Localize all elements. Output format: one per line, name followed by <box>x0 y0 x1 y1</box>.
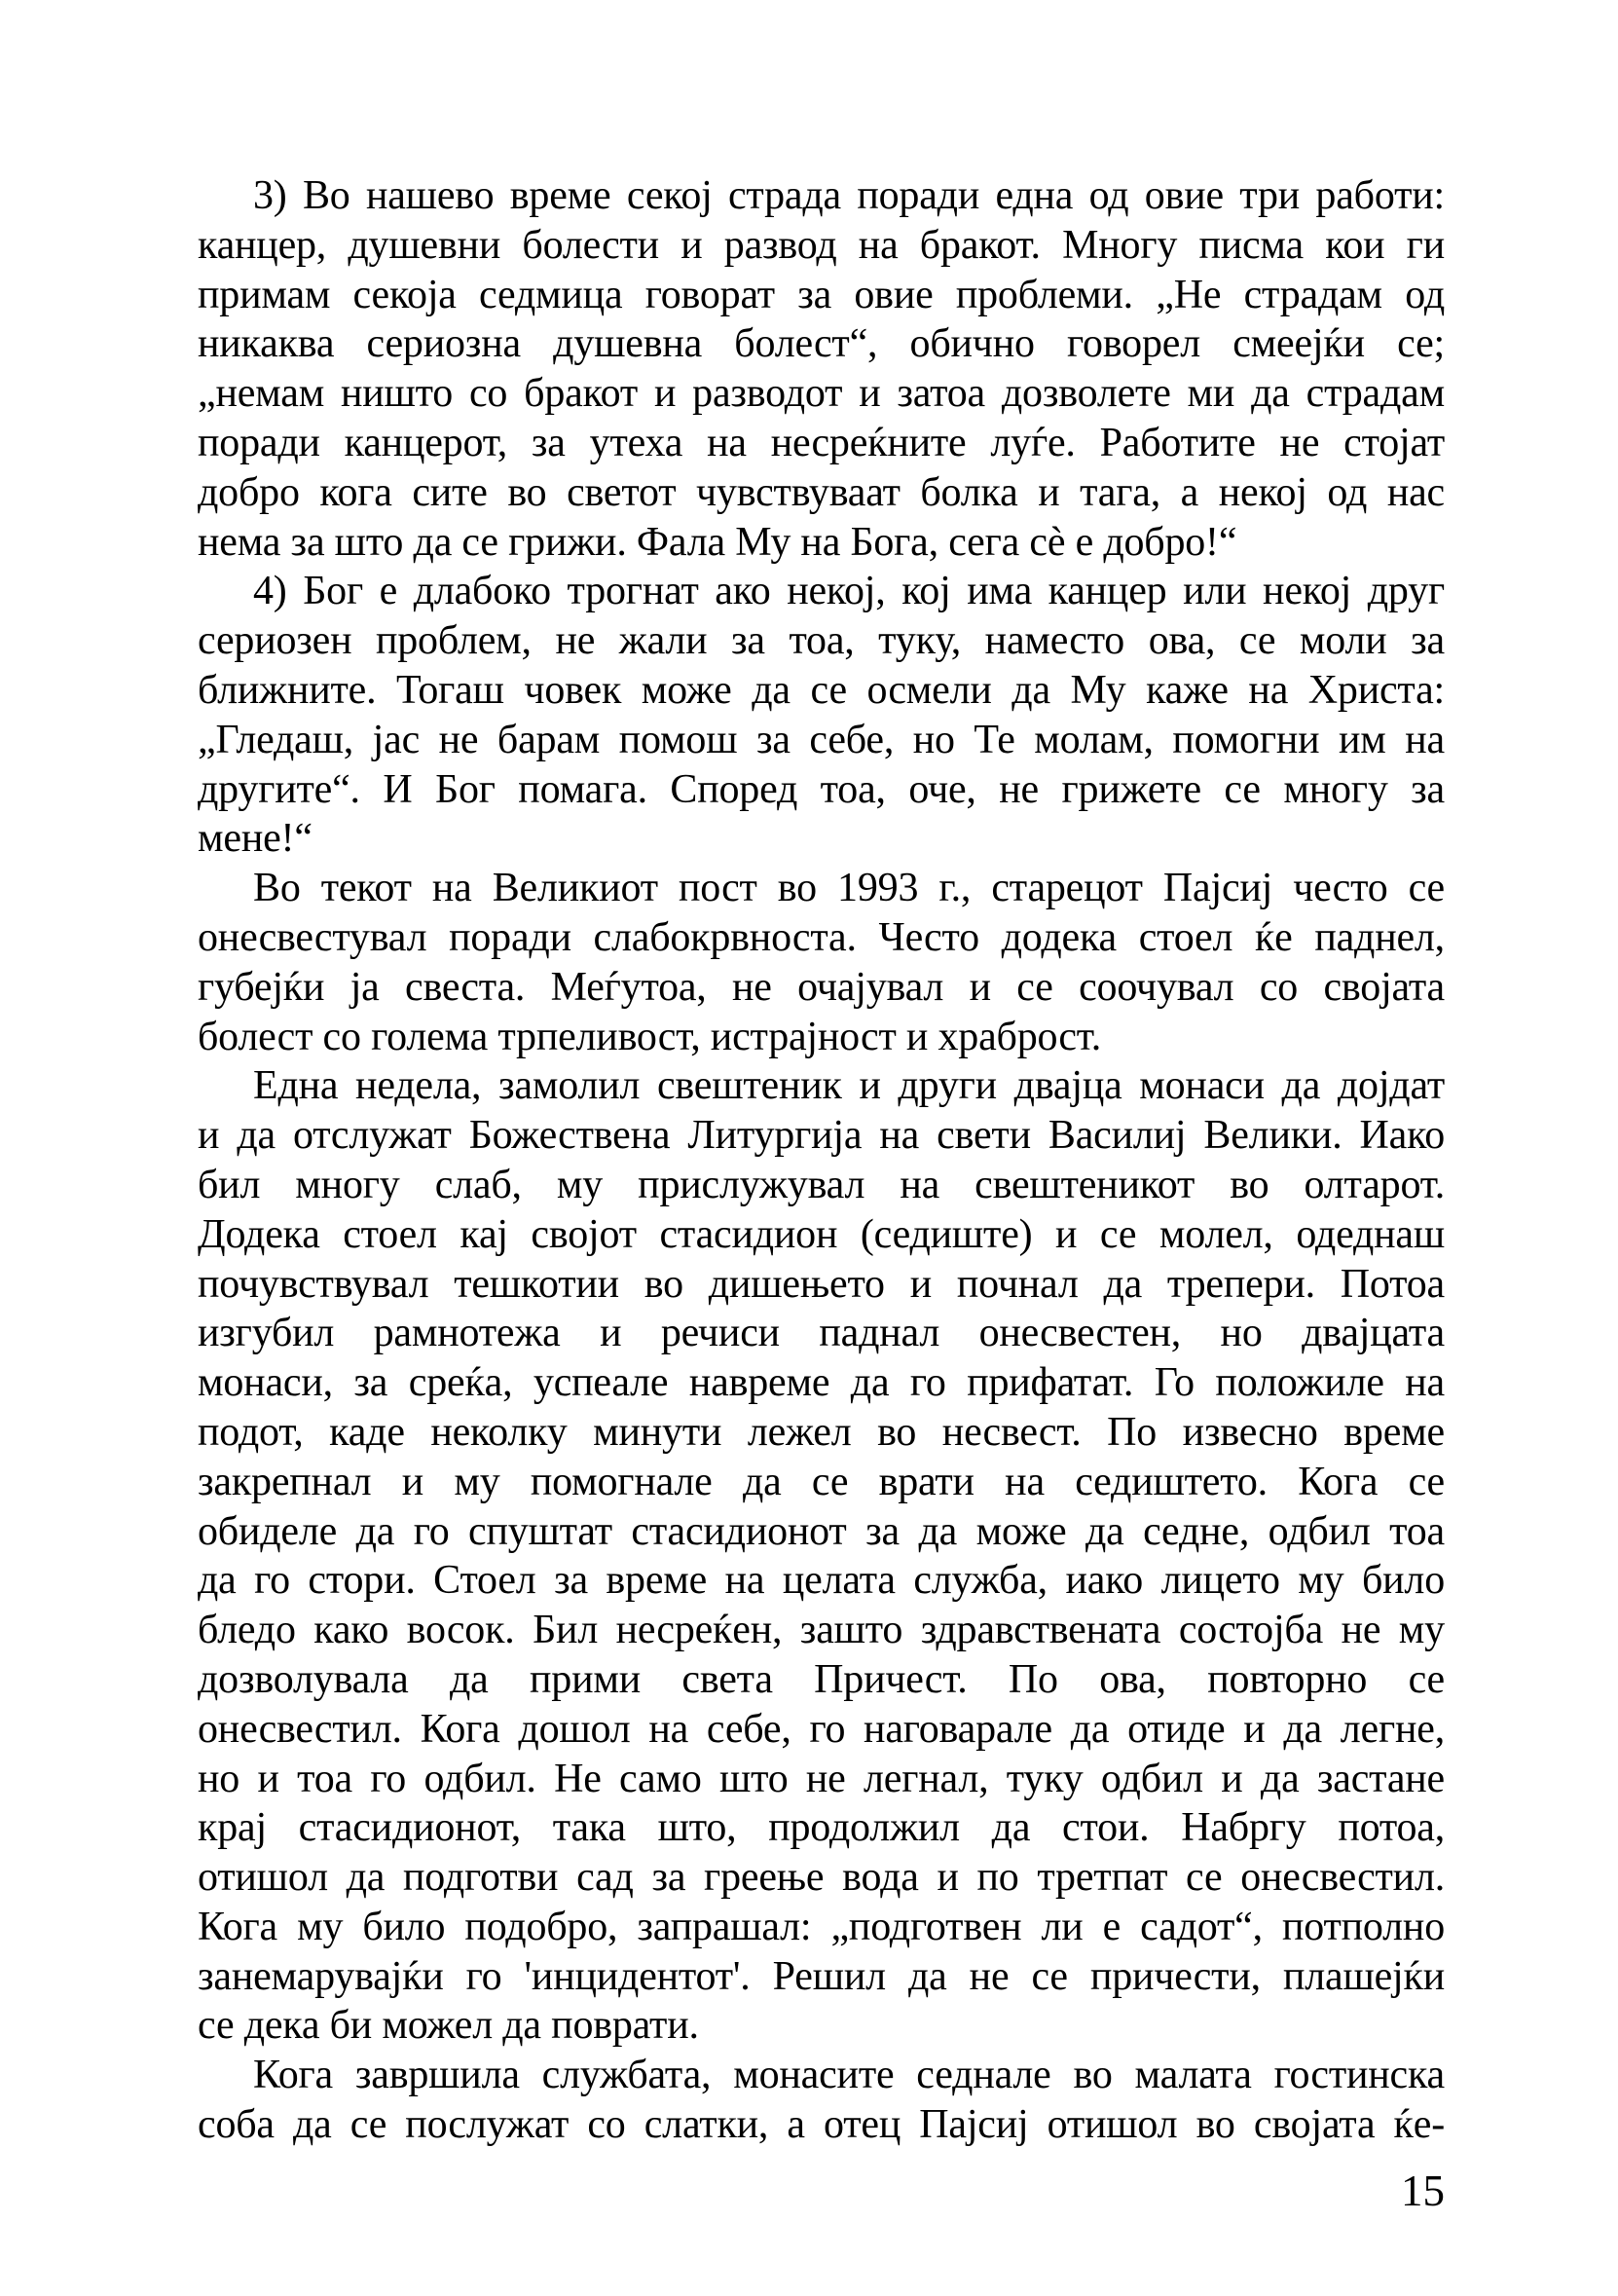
text-line: подот, каде неколку минути лежел во несвест. По извесно време <box>198 1409 1445 1455</box>
text-line: онесвестувал поради слабокрвноста. Често додека стоел ќе паднел, <box>198 914 1445 960</box>
text-line: занемарувајќи го 'инцидентот'. Решил да не се причести, плашејќи <box>198 1953 1445 1999</box>
text-line: 3) Во нашево време секој страда поради една од овие три работи: <box>253 173 1445 218</box>
text-line: дозволувала да прими света Причест. По ова, повторно се <box>198 1656 1445 1702</box>
text-line: „Гледаш, јас не барам помош за себе, но Те молам, помогни им на <box>198 717 1445 762</box>
text-line: да го стори. Стоел за време на целата служба, иако лицето му било <box>198 1558 1445 1604</box>
text-line: другите“. И Бог помага. Според тоа, оче, не грижете се многу за <box>198 766 1445 812</box>
text-line: монаси, за среќа, успеале навреме да го прифатат. Го положиле на <box>198 1360 1445 1406</box>
text-line: бледо како восок. Бил несреќен, зашто здравствената состојба не му <box>198 1608 1445 1653</box>
text-line: обиделе да го спуштат стасидионот за да може да седне, одбил тоа <box>198 1508 1445 1554</box>
text-line: поради канцерот, за утеха на несреќните луѓе. Работите не стојат <box>198 420 1445 465</box>
text-line: но и тоа го одбил. Не само што не легнал, туку одбил и да застане <box>198 1756 1445 1801</box>
text-line: 4) Бог е длабоко трогнат ако некој, кој има канцер или некој друг <box>253 569 1445 614</box>
text-line: Во текот на Великиот пост во 1993 г., старецот Пајсиј често се <box>253 866 1445 911</box>
text-line: соба да се послужат со слатки, а отец Пајсиј отишол во својата ќе- <box>198 2102 1445 2148</box>
text-line: се дека би можел да поврати. <box>198 2003 699 2049</box>
text-line: ближните. Тогаш човек може да се осмели да Му каже на Христа: <box>198 667 1445 713</box>
page-number: 15 <box>1401 2166 1445 2215</box>
text-line: добро кога сите во светот чувствуваат болка и тага, а некој од нас <box>198 469 1445 515</box>
text-line: никаква сериозна душевна болест“, обично говорел смеејќи се; <box>198 321 1445 367</box>
text-line: „немам ништо со бракот и разводот и затоа дозволете ми да страдам <box>198 371 1445 417</box>
text-line: изгубил рамнотежа и речиси паднал онесвестен, но двајцата <box>198 1311 1445 1356</box>
text-line: нема за што да се грижи. Фала Му на Бога, сега сѐ е добро!“ <box>198 519 1237 565</box>
text-line: закрепнал и му помогнале да се врати на седиштето. Кога се <box>198 1459 1445 1504</box>
text-line: онесвестил. Кога дошол на себе, го наговарале да отиде и да легне, <box>198 1706 1445 1752</box>
text-line: Додека стоел кај својот стасидион (седиште) и се молел, одеднаш <box>198 1211 1445 1257</box>
text-line: болест со голема трпеливост, истрајност и храброст. <box>198 1014 1102 1059</box>
text-line: канцер, душевни болести и развод на бракот. Многу писма кои ги <box>198 222 1445 268</box>
text-line: отишол да подготви сад за греење вода и по третпат се онесвестил. <box>198 1855 1445 1901</box>
text-line: крај стасидионот, така што, продолжил да стои. Набргу потоа, <box>198 1805 1445 1851</box>
text-line: мене!“ <box>198 816 313 862</box>
text-line: и да отслужат Божествена Литургија на свети Василиј Велики. Иако <box>198 1113 1445 1159</box>
text-line: бил многу слаб, му прислужувал на свештеникот во олтарот. <box>198 1162 1445 1207</box>
text-line: Една недела, замолил свештеник и други двајца монаси да дојдат <box>253 1063 1445 1109</box>
text-line: Кога завршила службата, монасите седнале во малата гостинска <box>253 2053 1445 2098</box>
text-line: примам секоја седмица говорат за овие проблеми. „Не страдам од <box>198 272 1445 317</box>
text-line: сериозен проблем, не жали за тоа, туку, наместо ова, се моли за <box>198 618 1445 664</box>
text-line: Кога му било подобро, запрашал: „подготвен ли е садот“, потполно <box>198 1904 1445 1949</box>
page-text <box>198 171 1445 2150</box>
text-line: почувствувал тешкотии во дишењето и почнал да трепери. Потоа <box>198 1261 1445 1307</box>
text-line: губејќи ја свеста. Меѓутоа, не очајувал и се соочувал со својата <box>198 964 1445 1010</box>
